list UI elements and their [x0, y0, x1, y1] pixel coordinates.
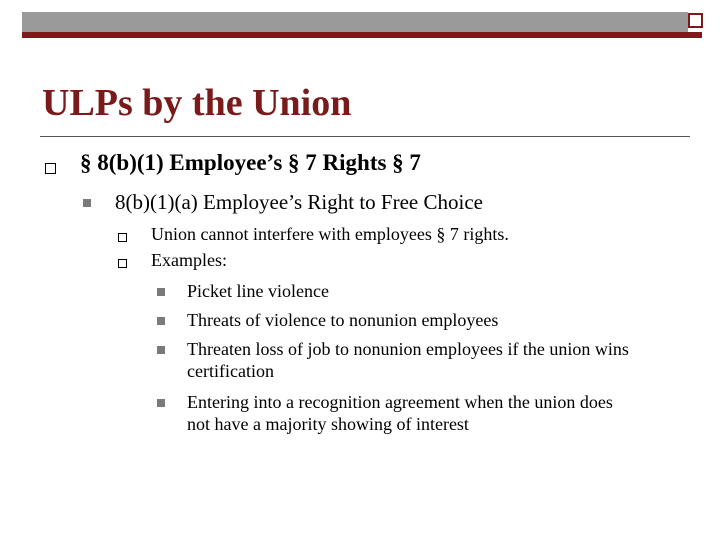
example-item [187, 309, 498, 331]
band-red-line [22, 32, 702, 38]
hollow-square-bullet-icon [118, 233, 127, 242]
filled-square-bullet-icon [157, 288, 165, 296]
hollow-square-bullet-icon [118, 259, 127, 268]
level3-item: Examples: [151, 250, 227, 270]
title-divider [40, 136, 690, 137]
band-gray-bar [22, 12, 688, 32]
example-line-continued: certification [187, 361, 274, 381]
level3-item: Union cannot interfere with employees § 7 rights. [151, 224, 509, 244]
filled-square-bullet-icon [157, 399, 165, 407]
example-line-continued: not have a majority showing of interest [187, 414, 469, 434]
filled-square-bullet-icon [157, 317, 165, 325]
level1-item: § 8(b)(1) Employee’s § 7 Rights § 7 [80, 150, 421, 175]
slide-title: ULPs by the Union [42, 82, 352, 124]
band-square-icon [688, 13, 703, 28]
example-item [187, 338, 629, 382]
example-line: Threaten loss of job to nonunion employees if the union wins [187, 339, 629, 359]
filled-square-bullet-icon [157, 346, 165, 354]
hollow-square-bullet-icon [45, 163, 56, 174]
top-decorative-band [0, 0, 720, 42]
example-line: Threats of violence to nonunion employees [187, 310, 499, 330]
example-line: Entering into a recognition agreement when the union does [187, 392, 613, 412]
example-line: Picket line violence [187, 281, 329, 301]
example-item [187, 280, 329, 302]
level2-item: 8(b)(1)(a) Employee’s Right to Free Choice [115, 190, 483, 214]
filled-square-bullet-icon [83, 199, 91, 207]
example-item [187, 391, 613, 435]
